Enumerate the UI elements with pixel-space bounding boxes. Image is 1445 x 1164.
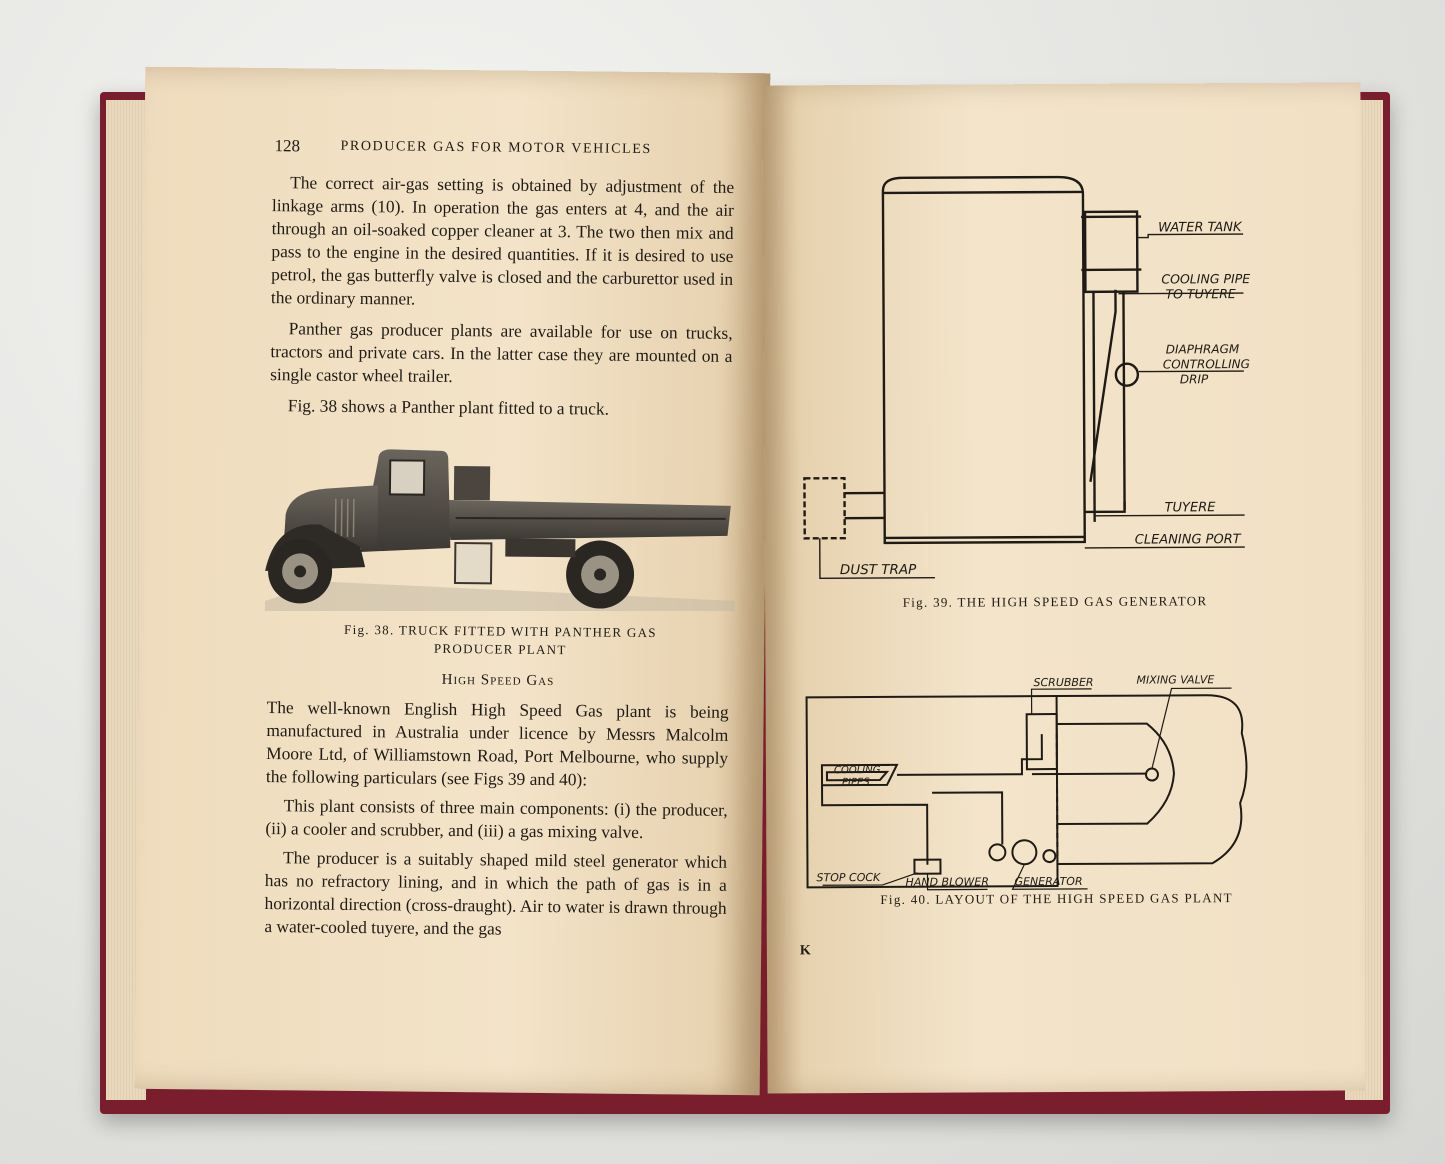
diaphragm-label: CONTROLLING	[1162, 357, 1250, 372]
figure-39-caption: Fig. 39. THE HIGH SPEED GAS GENERATOR	[902, 593, 1208, 610]
diaphragm-label: DRIP	[1179, 372, 1209, 387]
cooling-pipe-label: TO TUYERE	[1165, 286, 1236, 302]
figure-39-generator-diagram	[793, 171, 1265, 583]
diaphragm-label: DIAPHRAGM	[1165, 342, 1240, 357]
diaphragm-shape	[1116, 364, 1138, 386]
caption-line: PRODUCER PLANT	[433, 640, 567, 658]
paragraph: This plant consists of three main components: (i) the producer, (ii) a cooler and scrubber, and (iii) a gas mixing valve.	[265, 795, 728, 843]
gas-producer-unit	[455, 543, 491, 583]
vehicle-outline	[807, 696, 1058, 887]
mixing-valve-label: MIXING VALVE	[1136, 673, 1215, 687]
paragraph: The producer is a suitably shaped mild steel generator which has no refractory lining, and in which the path of gas is in a horizontal direction (cross-draught). Air to water is drawn through a water-cooled tuyere, and the gas	[264, 847, 728, 939]
water-tank-label: WATER TANK	[1158, 220, 1242, 236]
water-tank-shape	[1085, 212, 1137, 292]
running-head: PRODUCER GAS FOR MOTOR VEHICLES	[340, 138, 652, 158]
stop-cock-label: STOP COCK	[816, 870, 881, 885]
figure-40-caption: Fig. 40. LAYOUT OF THE HIGH SPEED GAS PLANT	[880, 890, 1233, 907]
hand-blower-label: HAND BLOWER	[905, 875, 990, 889]
caption-line: Fig. 38. TRUCK FITTED WITH PANTHER GAS	[344, 621, 657, 641]
tuyere-label: TUYERE	[1164, 500, 1216, 516]
cooling-pipes-label: PIPES	[841, 777, 870, 789]
body-text-top	[270, 171, 735, 422]
section-heading: High Speed Gas	[441, 671, 555, 690]
paragraph: Fig. 38 shows a Panther plant fitted to a truck.	[287, 395, 610, 419]
right-page	[762, 82, 1365, 1093]
scrubber-label: SCRUBBER	[1033, 675, 1094, 690]
generator-shape	[1012, 840, 1036, 864]
paragraph: Panther gas producer plants are available for use on trucks, tractors and private cars. In the latter case they are mounted on a single castor wheel trailer.	[270, 318, 733, 386]
mixing-valve-shape	[1146, 769, 1158, 781]
shadow	[265, 581, 735, 616]
cleaning-port-label: CLEANING PORT	[1134, 532, 1241, 548]
figure-38-caption	[269, 620, 731, 661]
truck-tray	[445, 500, 730, 543]
dust-trap-shape	[804, 478, 844, 538]
cooling-pipes-label: COOLING	[833, 764, 881, 777]
cooling-pipe-label: COOLING PIPE	[1161, 271, 1251, 287]
paragraph: The correct air-gas setting is obtained by adjustment of the linkage arms (10). In operation the gas enters at 4, and the air through an oil-soaked copper cleaner at 3. The two then mix and pass to the engine in the desired quantities. If it is desired to use petrol, the gas butterfly valve is closed and the carburettor used in the ordinary manner.	[270, 172, 735, 309]
signature-mark: K	[799, 943, 811, 959]
paragraph: The well-known English High Speed Gas plant is being manufactured in Australia under licence by Messrs Malcolm Moore Ltd, of Williamstown Road, Port Melbourne, who supply the following particulars (see Figs 39 and 40):	[265, 697, 729, 790]
page-number: 128	[274, 136, 301, 156]
body-text-bottom	[264, 696, 729, 943]
truck-illustration	[265, 446, 737, 616]
figure-40-layout-diagram	[801, 673, 1252, 900]
generator-label: GENERATOR	[1014, 874, 1083, 889]
generator-vessel	[883, 177, 1085, 543]
dust-trap-label: DUST TRAP	[839, 561, 917, 579]
left-page	[135, 67, 771, 1095]
